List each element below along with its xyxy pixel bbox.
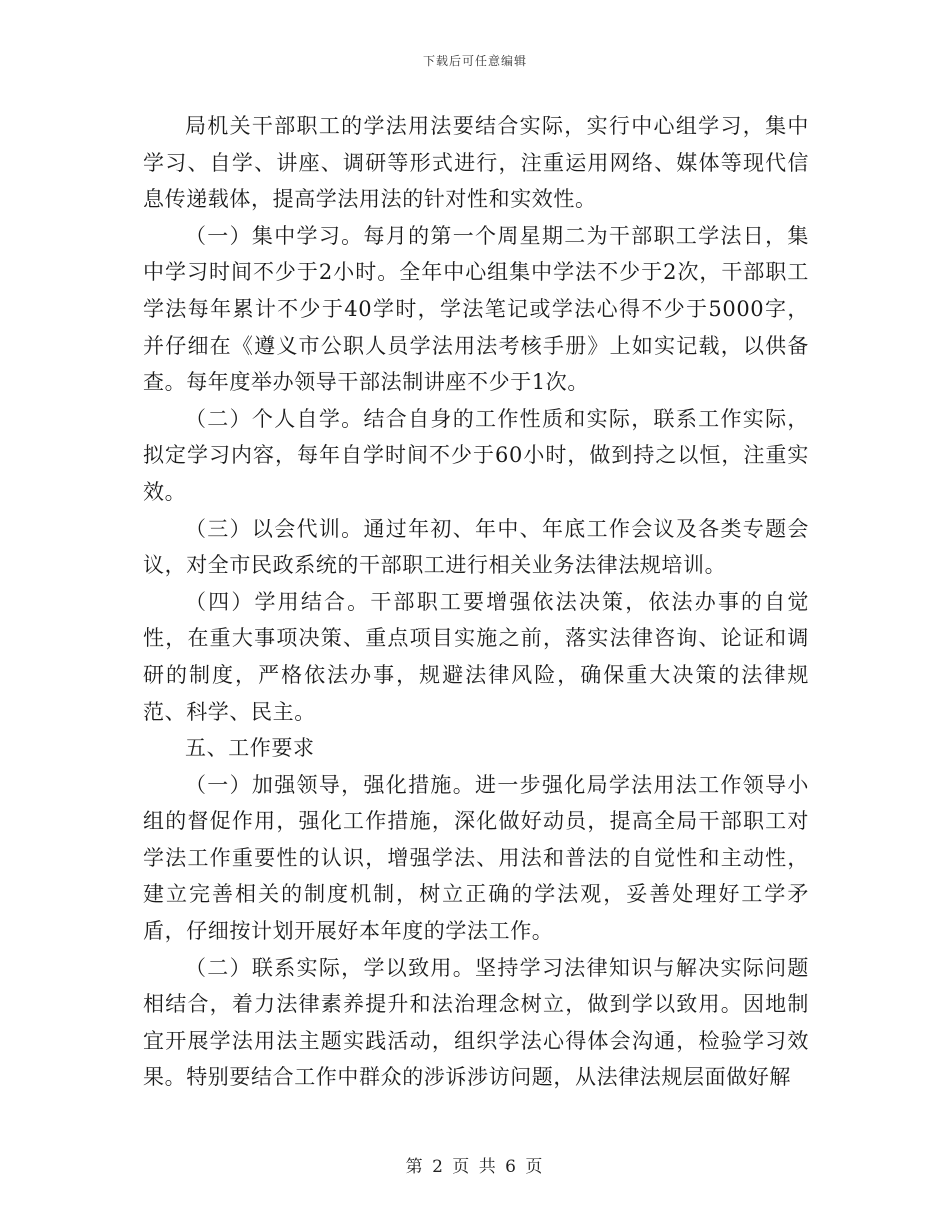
paragraph-meeting-training: （三）以会代训。通过年初、年中、年底工作会议及各类专题会议，对全市民政系统的干部职工进行相关业务法律法规培训。 bbox=[143, 516, 809, 578]
paragraph-study-application: （四）学用结合。干部职工要增强依法决策，依法办事的自觉性，在重大事项决策、重点项目实施之前，落实法律咨询、论证和调研的制度，严格依法办事，规避法律风险，确保重大决策的法律规范、科学、民主。 bbox=[143, 589, 809, 724]
document-body bbox=[143, 108, 809, 1096]
section-heading-work-requirements: 五、工作要求 bbox=[185, 736, 315, 761]
paragraph-study-forms: 局机关干部职工的学法用法要结合实际，实行中心组学习，集中学习、自学、讲座、调研等形式进行，注重运用网络、媒体等现代信息传递载体，提高学法用法的针对性和实效性。 bbox=[143, 114, 809, 212]
page-header-note: 下载后可任意编辑 bbox=[422, 54, 527, 68]
page-number: 第 2 页 共 6 页 bbox=[405, 1157, 545, 1177]
paragraph-practical-application: （二）联系实际，学以致用。坚持学习法律知识与解决实际问题相结合，着力法律素养提升和法治理念树立，做到学以致用。因地制宜开展学法用法主题实践活动，组织学法心得体会沟通，检验学习效果。特别要结合工作中群众的涉诉涉访问题，从法律法规层面做好解 bbox=[143, 955, 809, 1090]
paragraph-leadership-measures: （一）加强领导，强化措施。进一步强化局学法用法工作领导小组的督促作用，强化工作措施，深化做好动员，提高全局干部职工对学法工作重要性的认识，增强学法、用法和普法的自觉性和主动性，建立完善相关的制度机制，树立正确的学法观，妥善处理好工学矛盾，仔细按计划开展好本年度的学法工作。 bbox=[143, 772, 809, 944]
paragraph-centralized-study: （一）集中学习。每月的第一个周星期二为干部职工学法日，集中学习时间不少于2小时。全年中心组集中学法不少于2次，干部职工学法每年累计不少于40学时，学法笔记或学法心得不少于5000字，并仔细在《遵义市公职人员学法用法考核手册》上如实记载，以供备查。每年度举办领导干部法制讲座不少于1次。 bbox=[143, 223, 809, 395]
paragraph-self-study: （二）个人自学。结合自身的工作性质和实际，联系工作实际，拟定学习内容，每年自学时间不少于60小时，做到持之以恒，注重实效。 bbox=[143, 406, 809, 504]
